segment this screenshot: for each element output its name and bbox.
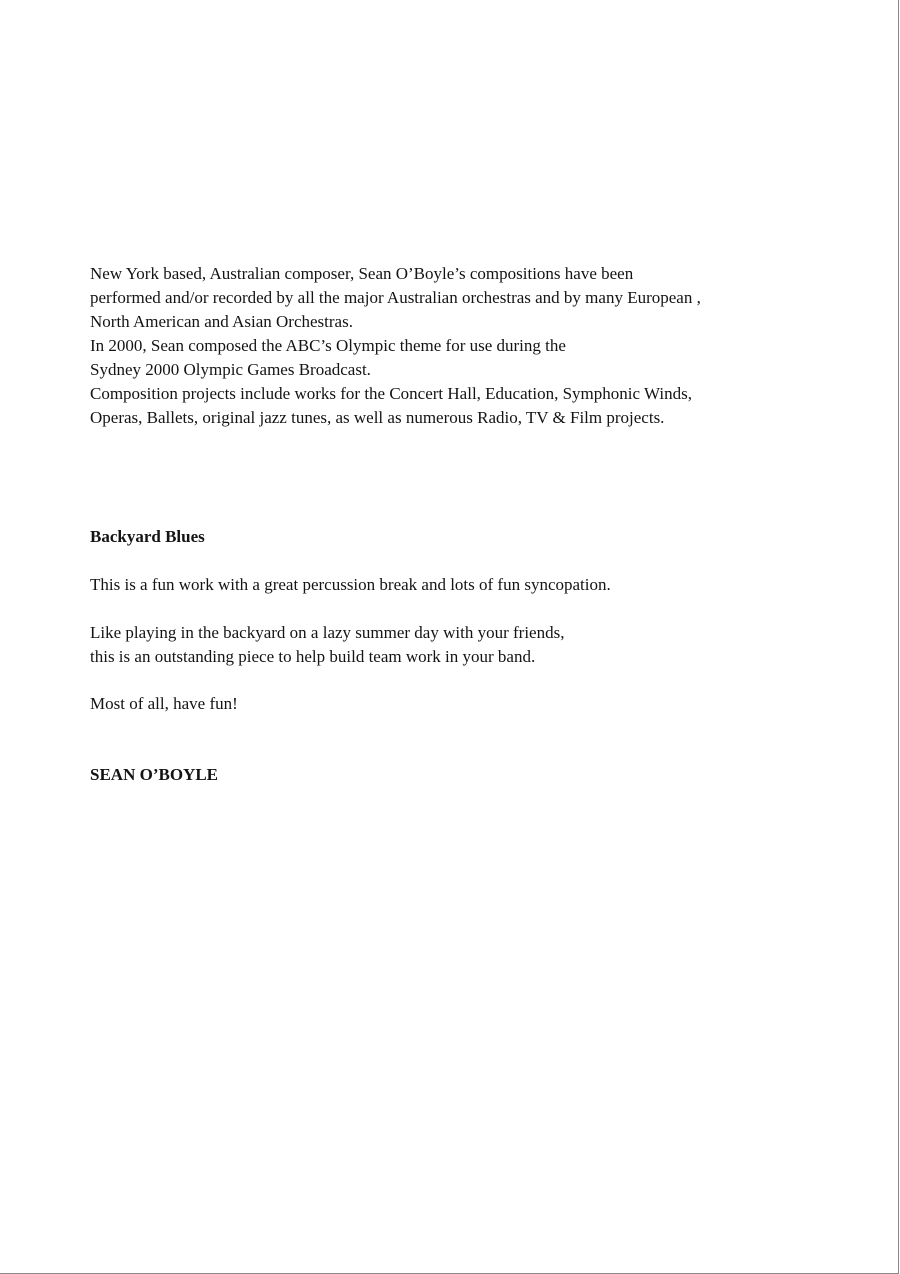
bio-line: Operas, Ballets, original jazz tunes, as well as numerous Radio, TV & Film projects. [90,408,665,427]
bio-line: In 2000, Sean composed the ABC’s Olympic theme for use during the [90,336,566,355]
bio-line: Sydney 2000 Olympic Games Broadcast. [90,360,371,379]
closing-line: Most of all, have fun! [90,694,238,713]
bio-line: New York based, Australian composer, Sean O’Boyle’s compositions have been [90,264,634,283]
bio-line: performed and/or recorded by all the major Australian orchestras and by many European , [90,288,701,307]
piece-detail-line: this is an outstanding piece to help build team work in your band. [90,647,536,666]
piece-title: Backyard Blues [90,527,205,546]
bio-line: Composition projects include works for the Concert Hall, Education, Symphonic Winds, [90,384,692,403]
composer-bio [90,262,701,430]
piece-detail-line: Like playing in the backyard on a lazy summer day with your friends, [90,623,565,642]
piece-description: This is a fun work with a great percussion break and lots of fun syncopation. [90,575,611,594]
signature: SEAN O’BOYLE [90,765,218,784]
bio-line: North American and Asian Orchestras. [90,312,353,331]
